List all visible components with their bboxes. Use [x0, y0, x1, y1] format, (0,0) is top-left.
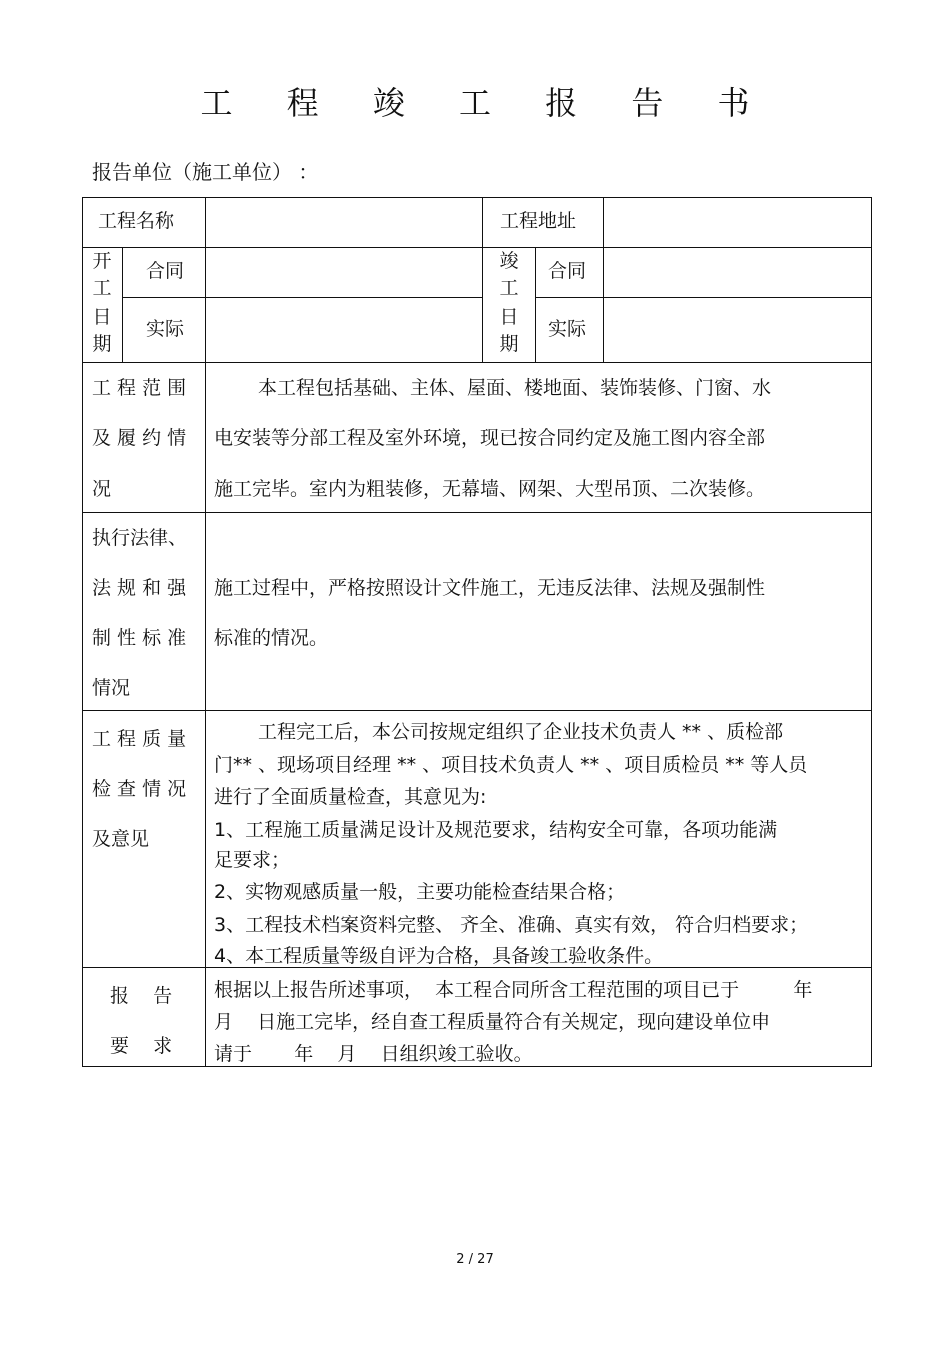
completion-date-char: 日 — [499, 306, 519, 328]
quality-line: 进行了全面质量检查，其意见为: — [214, 786, 487, 808]
request-line: 请于 年 月 日组织竣工验收。 — [214, 1043, 533, 1065]
scope-line: 本工程包括基础、主体、屋面、楼地面、装饰装修、门窗、水 — [258, 377, 772, 399]
scope-label-line: 及 履 约 情 — [92, 427, 187, 449]
table-rule — [82, 247, 872, 248]
start-date-char: 工 — [92, 277, 112, 299]
quality-line: 1、工程施工质量满足设计及规范要求，结构安全可靠，各项功能满 — [214, 819, 778, 841]
completion-date-char: 竣 — [499, 250, 519, 272]
table-rule — [205, 197, 206, 1067]
start-date-char: 开 — [92, 250, 112, 272]
table-rule — [82, 362, 872, 363]
law-label-line: 情况 — [92, 677, 131, 699]
quality-line: 3、工程技术档案资料完整、 齐全、准确、真实有效， 符合归档要求； — [214, 914, 809, 936]
law-line: 标准的情况。 — [214, 627, 329, 649]
start-actual-label: 实际 — [146, 318, 185, 340]
request-line: 月 日施工完毕，经自查工程质量符合有关规定，现向建设单位申 — [214, 1011, 771, 1033]
quality-label-line: 及意见 — [92, 828, 150, 850]
table-rule — [122, 247, 123, 362]
table-rule — [82, 1066, 872, 1067]
quality-line: 4、本工程质量等级自评为合格，具备竣工验收条件。 — [214, 945, 664, 967]
document-title: 工 程 竣 工 报 告 书 — [200, 84, 772, 122]
page-number: 2 / 27 — [456, 1252, 494, 1267]
project-name-label: 工程名称 — [98, 210, 175, 232]
start-contract-label: 合同 — [146, 260, 185, 282]
completion-date-char: 期 — [499, 333, 519, 355]
quality-line: 工程完工后，本公司按规定组织了企业技术负责人 ** 、质检部 — [258, 721, 784, 743]
table-rule — [82, 197, 872, 198]
table-rule — [535, 297, 872, 298]
table-rule — [122, 297, 482, 298]
quality-label-line: 检 查 情 况 — [92, 778, 187, 800]
start-date-char: 期 — [92, 333, 112, 355]
completion-date-char: 工 — [499, 277, 519, 299]
project-address-label: 工程地址 — [500, 210, 577, 232]
quality-line: 门** 、现场项目经理 ** 、项目技术负责人 ** 、项目质检员 ** 等人员 — [214, 754, 808, 776]
table-rule — [82, 710, 872, 711]
completion-actual-label: 实际 — [548, 318, 587, 340]
table-rule — [482, 197, 483, 362]
quality-line: 2、实物观感质量一般，主要功能检查结果合格； — [214, 881, 626, 903]
report-unit-label: 报告单位（施工单位） ： — [92, 160, 319, 184]
table-rule — [871, 197, 872, 1067]
table-rule — [82, 512, 872, 513]
law-label-line: 法 规 和 强 — [92, 577, 187, 599]
scope-line: 施工完毕。室内为粗装修，无幕墙、网架、大型吊顶、二次装修。 — [214, 478, 766, 500]
completion-contract-label: 合同 — [548, 260, 587, 282]
request-line: 根据以上报告所述事项， 本工程合同所含工程范围的项目已于 年 — [214, 979, 813, 1001]
start-date-char: 日 — [92, 306, 112, 328]
law-label-line: 执行法律、 — [92, 527, 188, 549]
completion-report-table — [82, 197, 872, 1067]
scope-label-line: 况 — [92, 478, 112, 500]
quality-label-line: 工 程 质 量 — [92, 728, 187, 750]
request-label-line: 要 求 — [110, 1035, 173, 1057]
scope-label-line: 工 程 范 围 — [92, 377, 187, 399]
table-rule — [535, 247, 536, 362]
scope-line: 电安装等分部工程及室外环境，现已按合同约定及施工图内容全部 — [214, 427, 766, 449]
table-rule — [603, 197, 604, 362]
law-label-line: 制 性 标 准 — [92, 627, 187, 649]
quality-line: 足要求； — [214, 849, 291, 871]
request-label-line: 报 告 — [110, 985, 173, 1007]
law-line: 施工过程中，严格按照设计文件施工，无违反法律、法规及强制性 — [214, 577, 766, 599]
